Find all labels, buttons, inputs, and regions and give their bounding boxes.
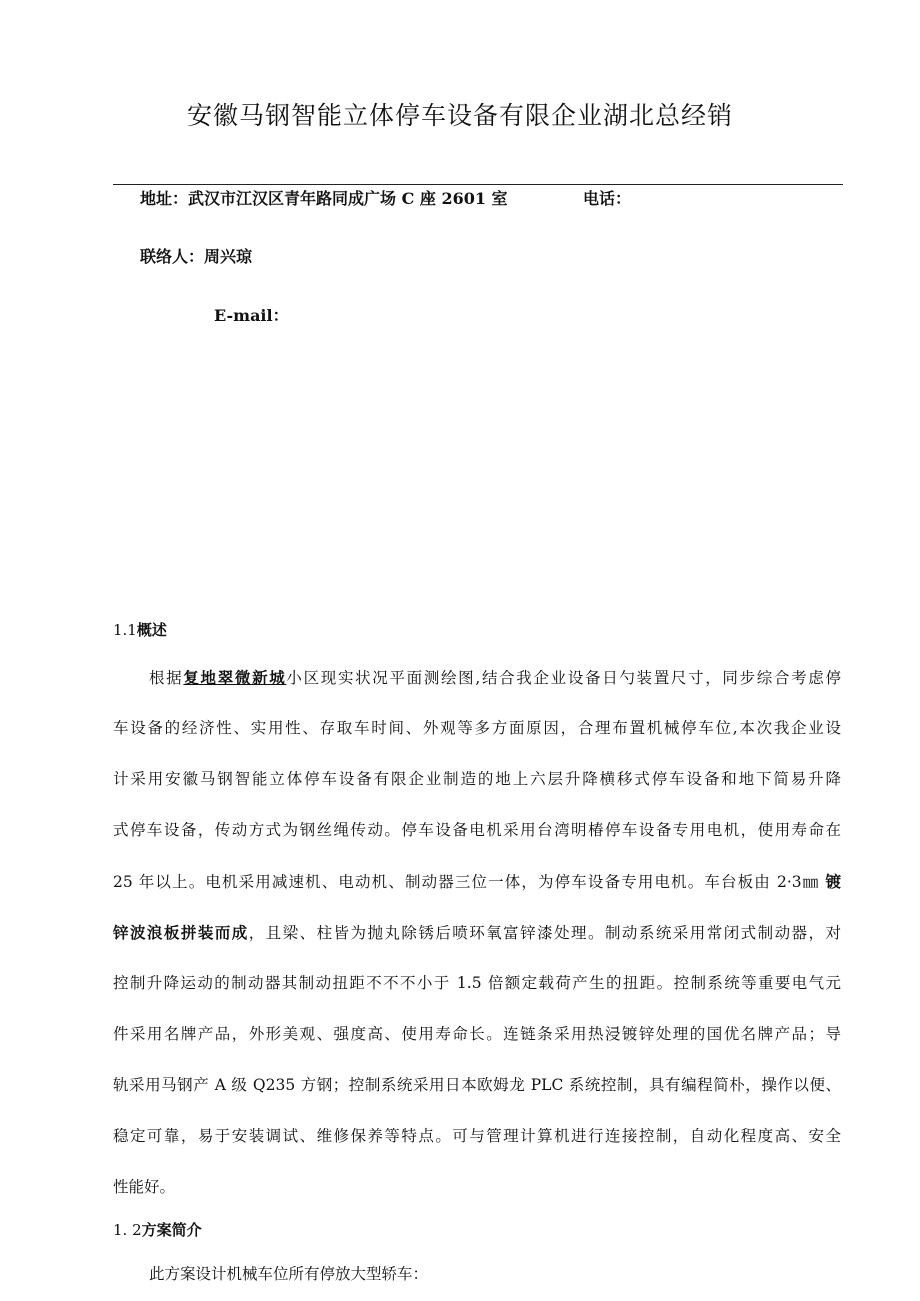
paragraph-line: 控制升降运动的制动器其制动扭距不不不小于 1.5 倍额定载荷产生的扭距。控制系统等重要电气元 [113,974,841,992]
paragraph-line: 计采用安徽马钢智能立体停车设备有限企业制造的地上六层升降横移式停车设备和地下简易升降 [113,770,841,788]
section-number: 1. 2 [113,1221,142,1239]
document-title: 安徽马钢智能立体停车设备有限企业湖北总经销 [186,101,733,130]
section-title: 概述 [136,621,167,639]
text-run: 小区现实状况平面测绘图,结合我企业设备日勺装置尺寸，同步综合考虑停 [286,669,841,687]
overview-paragraph [113,652,841,1213]
section-heading-plan [113,1219,202,1240]
contact-email: E-mail： [214,306,289,325]
contact-phone: 电话： [583,189,632,208]
paragraph-line: 轨采用马钢产 A 级 Q235 方钢；控制系统采用日本欧姆龙 PLC 系统控制，具有编程简朴，操作以便、 [113,1076,841,1094]
section-title: 方案简介 [141,1221,202,1239]
contact-person: 联络人：周兴琼 [140,247,253,266]
text-run: ，且梁、柱皆为抛丸除锈后喷环氧富锌漆处理。制动系统采用常闭式制动器，对 [248,924,841,942]
section-heading-overview [113,619,167,640]
bold-text: 镀 [825,872,841,891]
project-name-link: 复地翠微新城 [183,668,287,687]
paragraph-line: 性能好。 [113,1178,176,1196]
paragraph-line [113,907,841,958]
header-divider [113,184,843,185]
paragraph-line: 车设备的经济性、实用性、存取车时间、外观等多方面原因，合理布置机械停车位,本次我企业设 [113,719,841,737]
text-run: 25 年以上。电机采用减速机、电动机、制动器三位一体，为停车设备专用电机。车台板由 2·3㎜ [113,873,826,891]
paragraph-line: 件采用名牌产品，外形美观、强度高、使用寿命长。连链条采用热浸镀锌处理的国优名牌产品；导 [113,1025,841,1043]
bold-text: 锌波浪板拼装而成 [113,923,249,942]
paragraph-line [113,856,841,907]
contact-address: 地址：武汉市江汉区青年路同成广场 C 座 2601 室 [140,189,508,208]
plan-paragraph: 此方案设计机械车位所有停放大型轿车： [149,1265,429,1283]
text-run: 根据 [149,669,184,687]
paragraph-line [113,652,841,703]
paragraph-line: 稳定可靠，易于安装调试、维修保养等特点。可与管理计算机进行连接控制，自动化程度高、安全 [113,1127,841,1145]
section-number: 1.1 [113,621,137,639]
paragraph-line: 式停车设备，传动方式为钢丝绳传动。停车设备电机采用台湾明椿停车设备专用电机，使用寿命在 [113,821,841,839]
